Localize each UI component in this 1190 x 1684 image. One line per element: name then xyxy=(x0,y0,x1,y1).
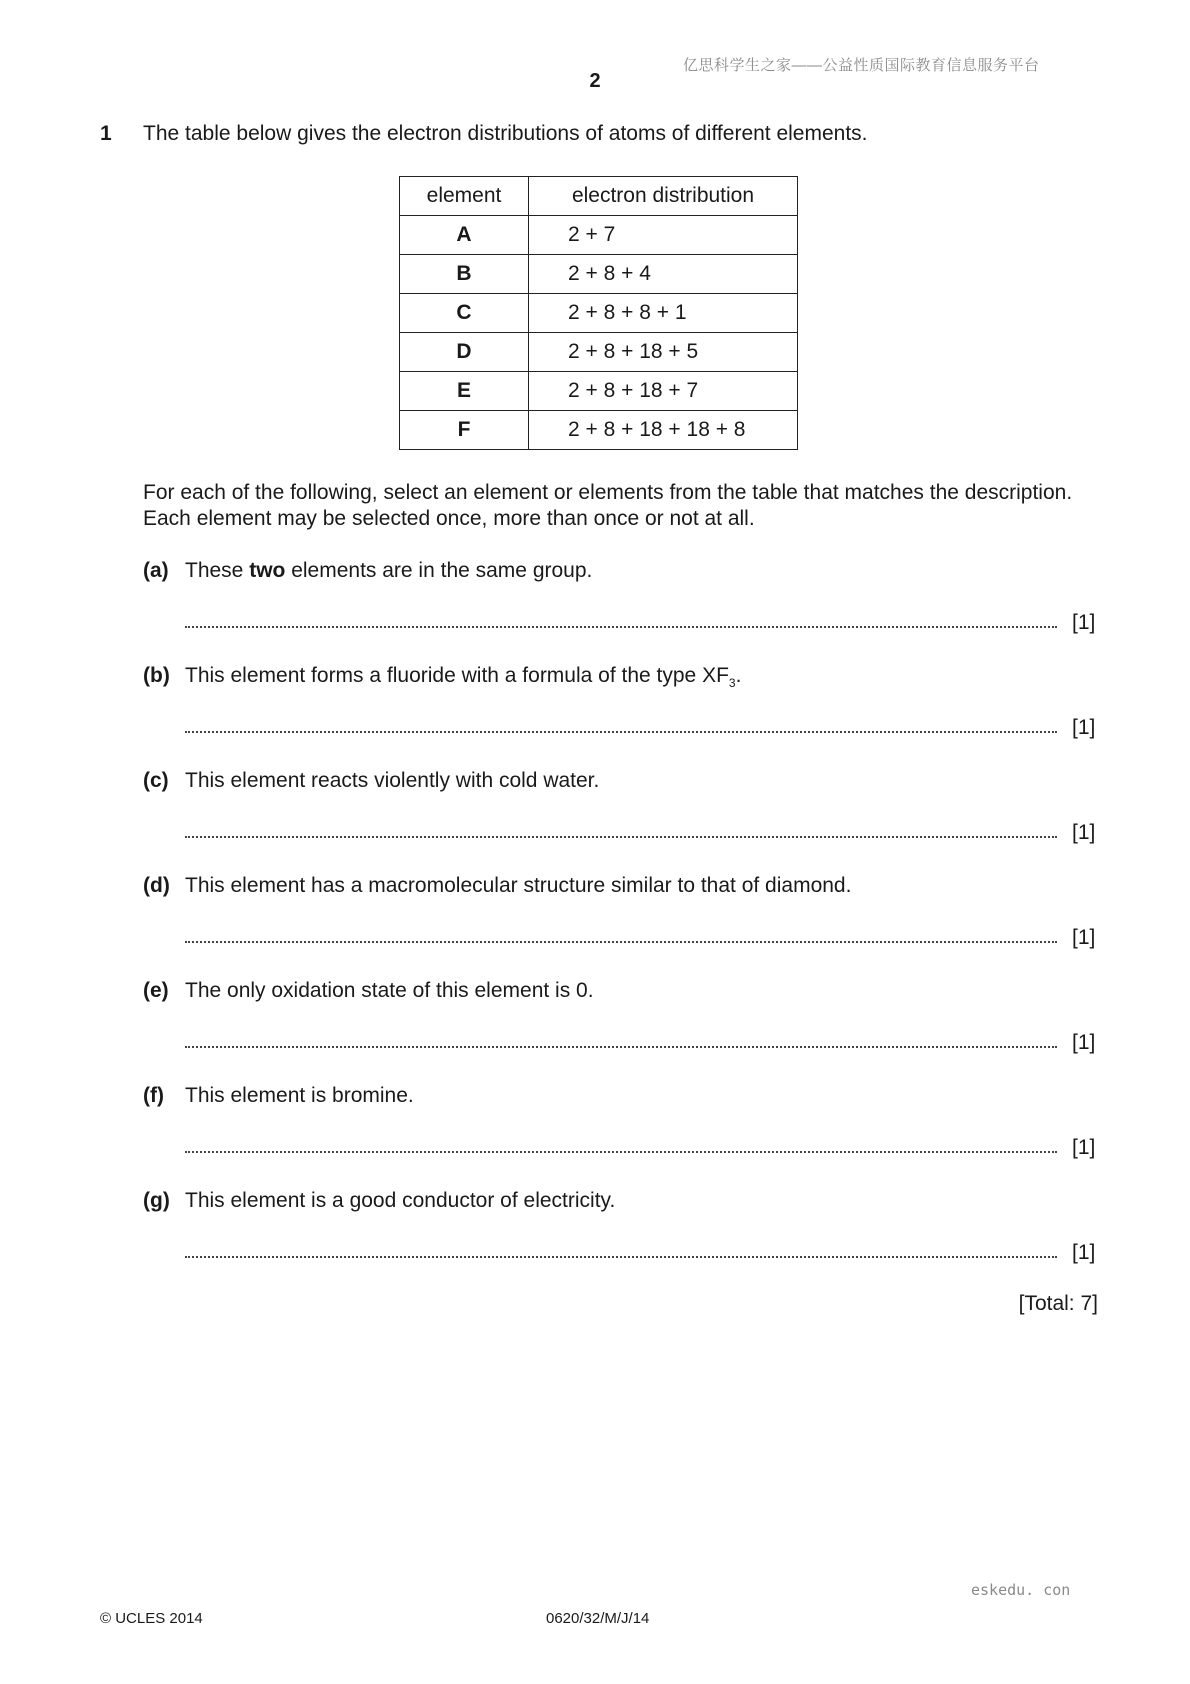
instructions-line-2: Each element may be selected once, more than once or not at all. xyxy=(143,507,755,530)
answer-line-c[interactable] xyxy=(185,828,1057,838)
part-a-text-bold: two xyxy=(249,559,286,582)
table-row xyxy=(400,411,798,450)
distribution-cell: 2 + 8 + 4 xyxy=(529,255,798,294)
answer-line-d[interactable] xyxy=(185,933,1057,943)
part-a-text-after: elements are in the same group. xyxy=(285,559,593,582)
element-cell: E xyxy=(400,372,529,411)
table-row xyxy=(400,216,798,255)
electron-distribution-table xyxy=(399,176,798,450)
mark-e: [1] xyxy=(1072,1031,1096,1054)
element-cell: D xyxy=(400,333,529,372)
instructions-line-1: For each of the following, select an element or elements from the table that matches the description. xyxy=(143,481,1073,504)
header-watermark: 亿思科学生之家——公益性质国际教育信息服务平台 xyxy=(683,57,1040,74)
part-b-text-end: . xyxy=(735,664,742,687)
page-number: 2 xyxy=(589,70,601,92)
part-g-label: (g) xyxy=(143,1189,170,1212)
table-row xyxy=(400,372,798,411)
part-f-label: (f) xyxy=(143,1084,164,1107)
total-marks: [Total: 7] xyxy=(1018,1292,1098,1315)
question-intro: The table below gives the electron distributions of atoms of different elements. xyxy=(143,122,868,145)
answer-line-f[interactable] xyxy=(185,1143,1057,1153)
mark-a: [1] xyxy=(1072,611,1096,634)
table-row xyxy=(400,255,798,294)
mark-d: [1] xyxy=(1072,926,1096,949)
distribution-cell: 2 + 8 + 8 + 1 xyxy=(529,294,798,333)
distribution-cell: 2 + 7 xyxy=(529,216,798,255)
part-d-label: (d) xyxy=(143,874,170,897)
distribution-cell: 2 + 8 + 18 + 7 xyxy=(529,372,798,411)
part-a-text xyxy=(185,559,592,583)
distribution-cell: 2 + 8 + 18 + 5 xyxy=(529,333,798,372)
part-e-label: (e) xyxy=(143,979,169,1002)
footer-paper-code: 0620/32/M/J/14 xyxy=(546,1610,650,1627)
part-b-subscript: 3 xyxy=(728,676,736,691)
mark-b: [1] xyxy=(1072,716,1096,739)
table-row xyxy=(400,333,798,372)
part-c-text: This element reacts violently with cold water. xyxy=(185,769,600,792)
part-a-text-before: These xyxy=(185,559,250,582)
column-header-distribution: electron distribution xyxy=(529,177,798,216)
part-a-label: (a) xyxy=(143,559,169,582)
element-cell: F xyxy=(400,411,529,450)
element-cell: B xyxy=(400,255,529,294)
part-e-text: The only oxidation state of this element is 0. xyxy=(185,979,594,1002)
mark-g: [1] xyxy=(1072,1241,1096,1264)
part-c-label: (c) xyxy=(143,769,169,792)
answer-line-b[interactable] xyxy=(185,723,1057,733)
distribution-cell: 2 + 8 + 18 + 18 + 8 xyxy=(529,411,798,450)
question-number: 1 xyxy=(100,122,112,145)
part-b-text-main: This element forms a fluoride with a formula of the type XF xyxy=(185,664,729,687)
footer-watermark: eskedu. con xyxy=(971,1581,1071,1599)
part-b-label: (b) xyxy=(143,664,170,687)
column-header-element: element xyxy=(400,177,529,216)
element-cell: A xyxy=(400,216,529,255)
part-f-text: This element is bromine. xyxy=(185,1084,414,1107)
answer-line-g[interactable] xyxy=(185,1248,1057,1258)
part-d-text: This element has a macromolecular structure similar to that of diamond. xyxy=(185,874,852,897)
instructions xyxy=(143,480,1103,532)
mark-f: [1] xyxy=(1072,1136,1096,1159)
table-header-row xyxy=(400,177,798,216)
element-cell: C xyxy=(400,294,529,333)
part-b-text xyxy=(185,664,741,690)
table-row xyxy=(400,294,798,333)
part-g-text: This element is a good conductor of electricity. xyxy=(185,1189,616,1212)
mark-c: [1] xyxy=(1072,821,1096,844)
footer-copyright: © UCLES 2014 xyxy=(100,1610,203,1627)
answer-line-a[interactable] xyxy=(185,618,1057,628)
answer-line-e[interactable] xyxy=(185,1038,1057,1048)
